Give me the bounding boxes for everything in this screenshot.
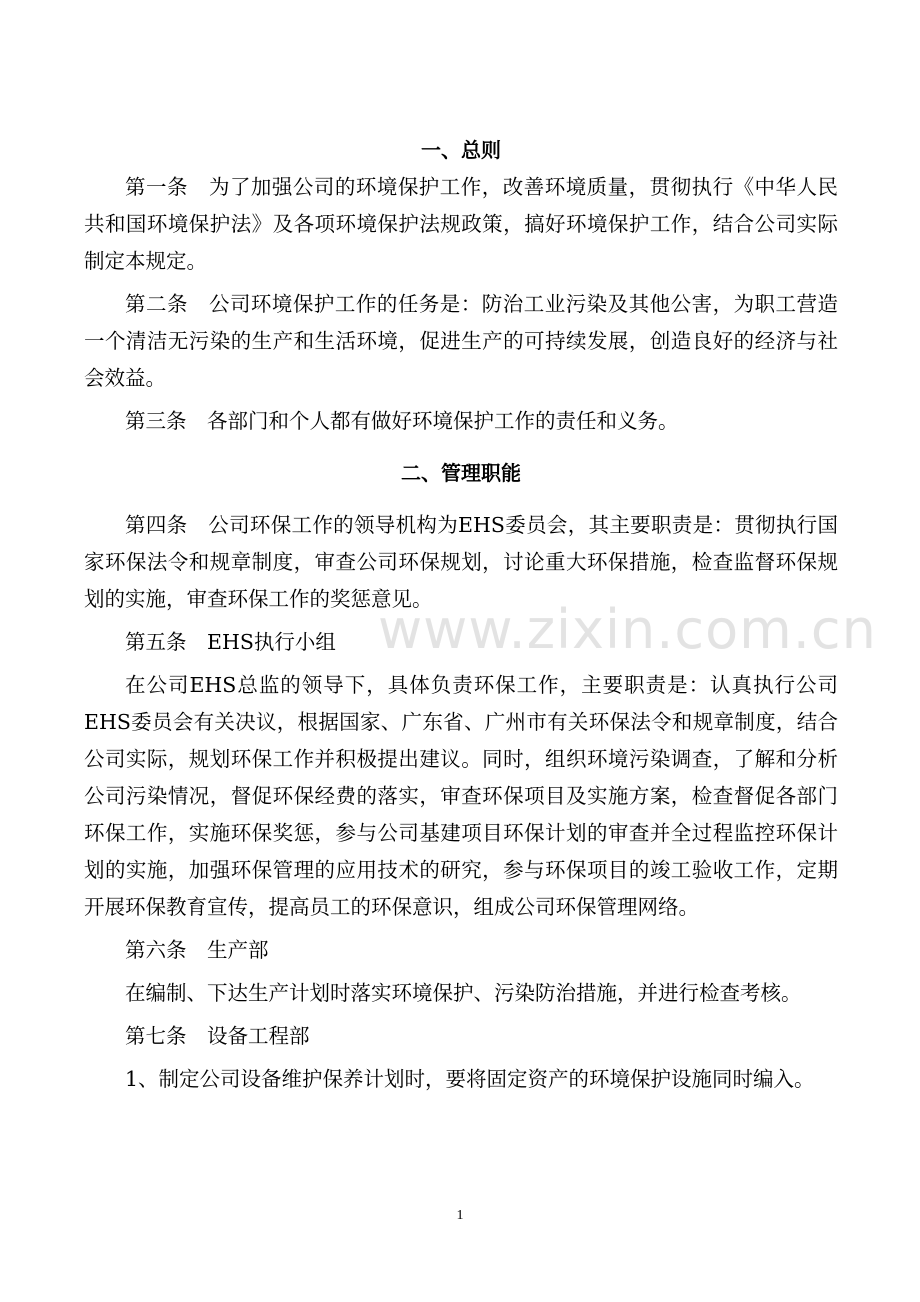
article-6-body [84, 975, 838, 1012]
article-4 [84, 507, 838, 618]
article-5-body [84, 667, 838, 926]
article-5 [84, 624, 838, 661]
article-text: 生产部 [207, 938, 269, 962]
article-7 [84, 1018, 838, 1055]
article-text: 公司环境保护工作的任务是：防治工业污染及其他公害，为职工营造一个清洁无污染的生产和生活环境，促进生产的可持续发展，创造良好的经济与社会效益。 [84, 292, 839, 390]
article-text: 为了加强公司的环境保护工作，改善环境质量，贯彻执行《中华人民共和国环境保护法》及各项环境保护法规政策，搞好环境保护工作，结合公司实际制定本规定。 [84, 175, 839, 273]
paragraph-text: 在公司EHS总监的领导下，具体负责环保工作，主要职责是：认真执行公司EHS委员会有关决议，根据国家、广东省、广州市有关环保法令和规章制度，结合公司实际，规划环保工作并积极提出建议。同时，组织环境污染调查，了解和分析公司污染情况，督促环保经费的落实，审查环保项目及实施方案，检查督促各部门环保工作，实施环保奖惩，参与公司基建项目环保计划的审查并全过程监控环保计划的实施，加强环保管理的应用技术的研究，参与环保项目的竣工验收工作，定期开展环保教育宣传，提高员工的环保意识，组成公司环保管理网络。 [84, 673, 838, 919]
watermark: www.zixin.com.cn [378, 598, 877, 661]
paragraph-text: 1、制定公司设备维护保养计划时，要将固定资产的环境保护设施同时编入。 [125, 1067, 815, 1091]
article-text: 各部门和个人都有做好环境保护工作的责任和义务。 [207, 409, 679, 433]
article-7-item-1 [84, 1061, 838, 1098]
paragraph-text: 在编制、下达生产计划时落实环境保护、污染防治措施，并进行检查考核。 [125, 981, 802, 1005]
document-body [84, 132, 838, 1098]
article-text: 设备工程部 [207, 1024, 310, 1048]
article-1 [84, 169, 838, 280]
article-label: 第七条 [125, 1024, 187, 1048]
section-heading-management: 二、管理职能 [401, 461, 521, 485]
article-3 [84, 403, 838, 440]
article-label: 第六条 [125, 938, 187, 962]
page-number: 1 [456, 1208, 464, 1223]
article-2 [84, 286, 838, 397]
section-heading-general: 一、总则 [421, 138, 501, 162]
article-label: 第五条 [125, 630, 187, 654]
article-6 [84, 932, 838, 969]
article-text: EHS执行小组 [207, 630, 336, 654]
article-label: 第一条 [125, 175, 188, 199]
article-label: 第三条 [125, 409, 187, 433]
article-text: 公司环保工作的领导机构为EHS委员会，其主要职责是：贯彻执行国家环保法令和规章制度，审查公司环保规划，讨论重大环保措施，检查监督环保规划的实施，审查环保工作的奖惩意见。 [84, 513, 838, 611]
article-label: 第四条 [125, 513, 188, 537]
article-label: 第二条 [125, 292, 188, 316]
